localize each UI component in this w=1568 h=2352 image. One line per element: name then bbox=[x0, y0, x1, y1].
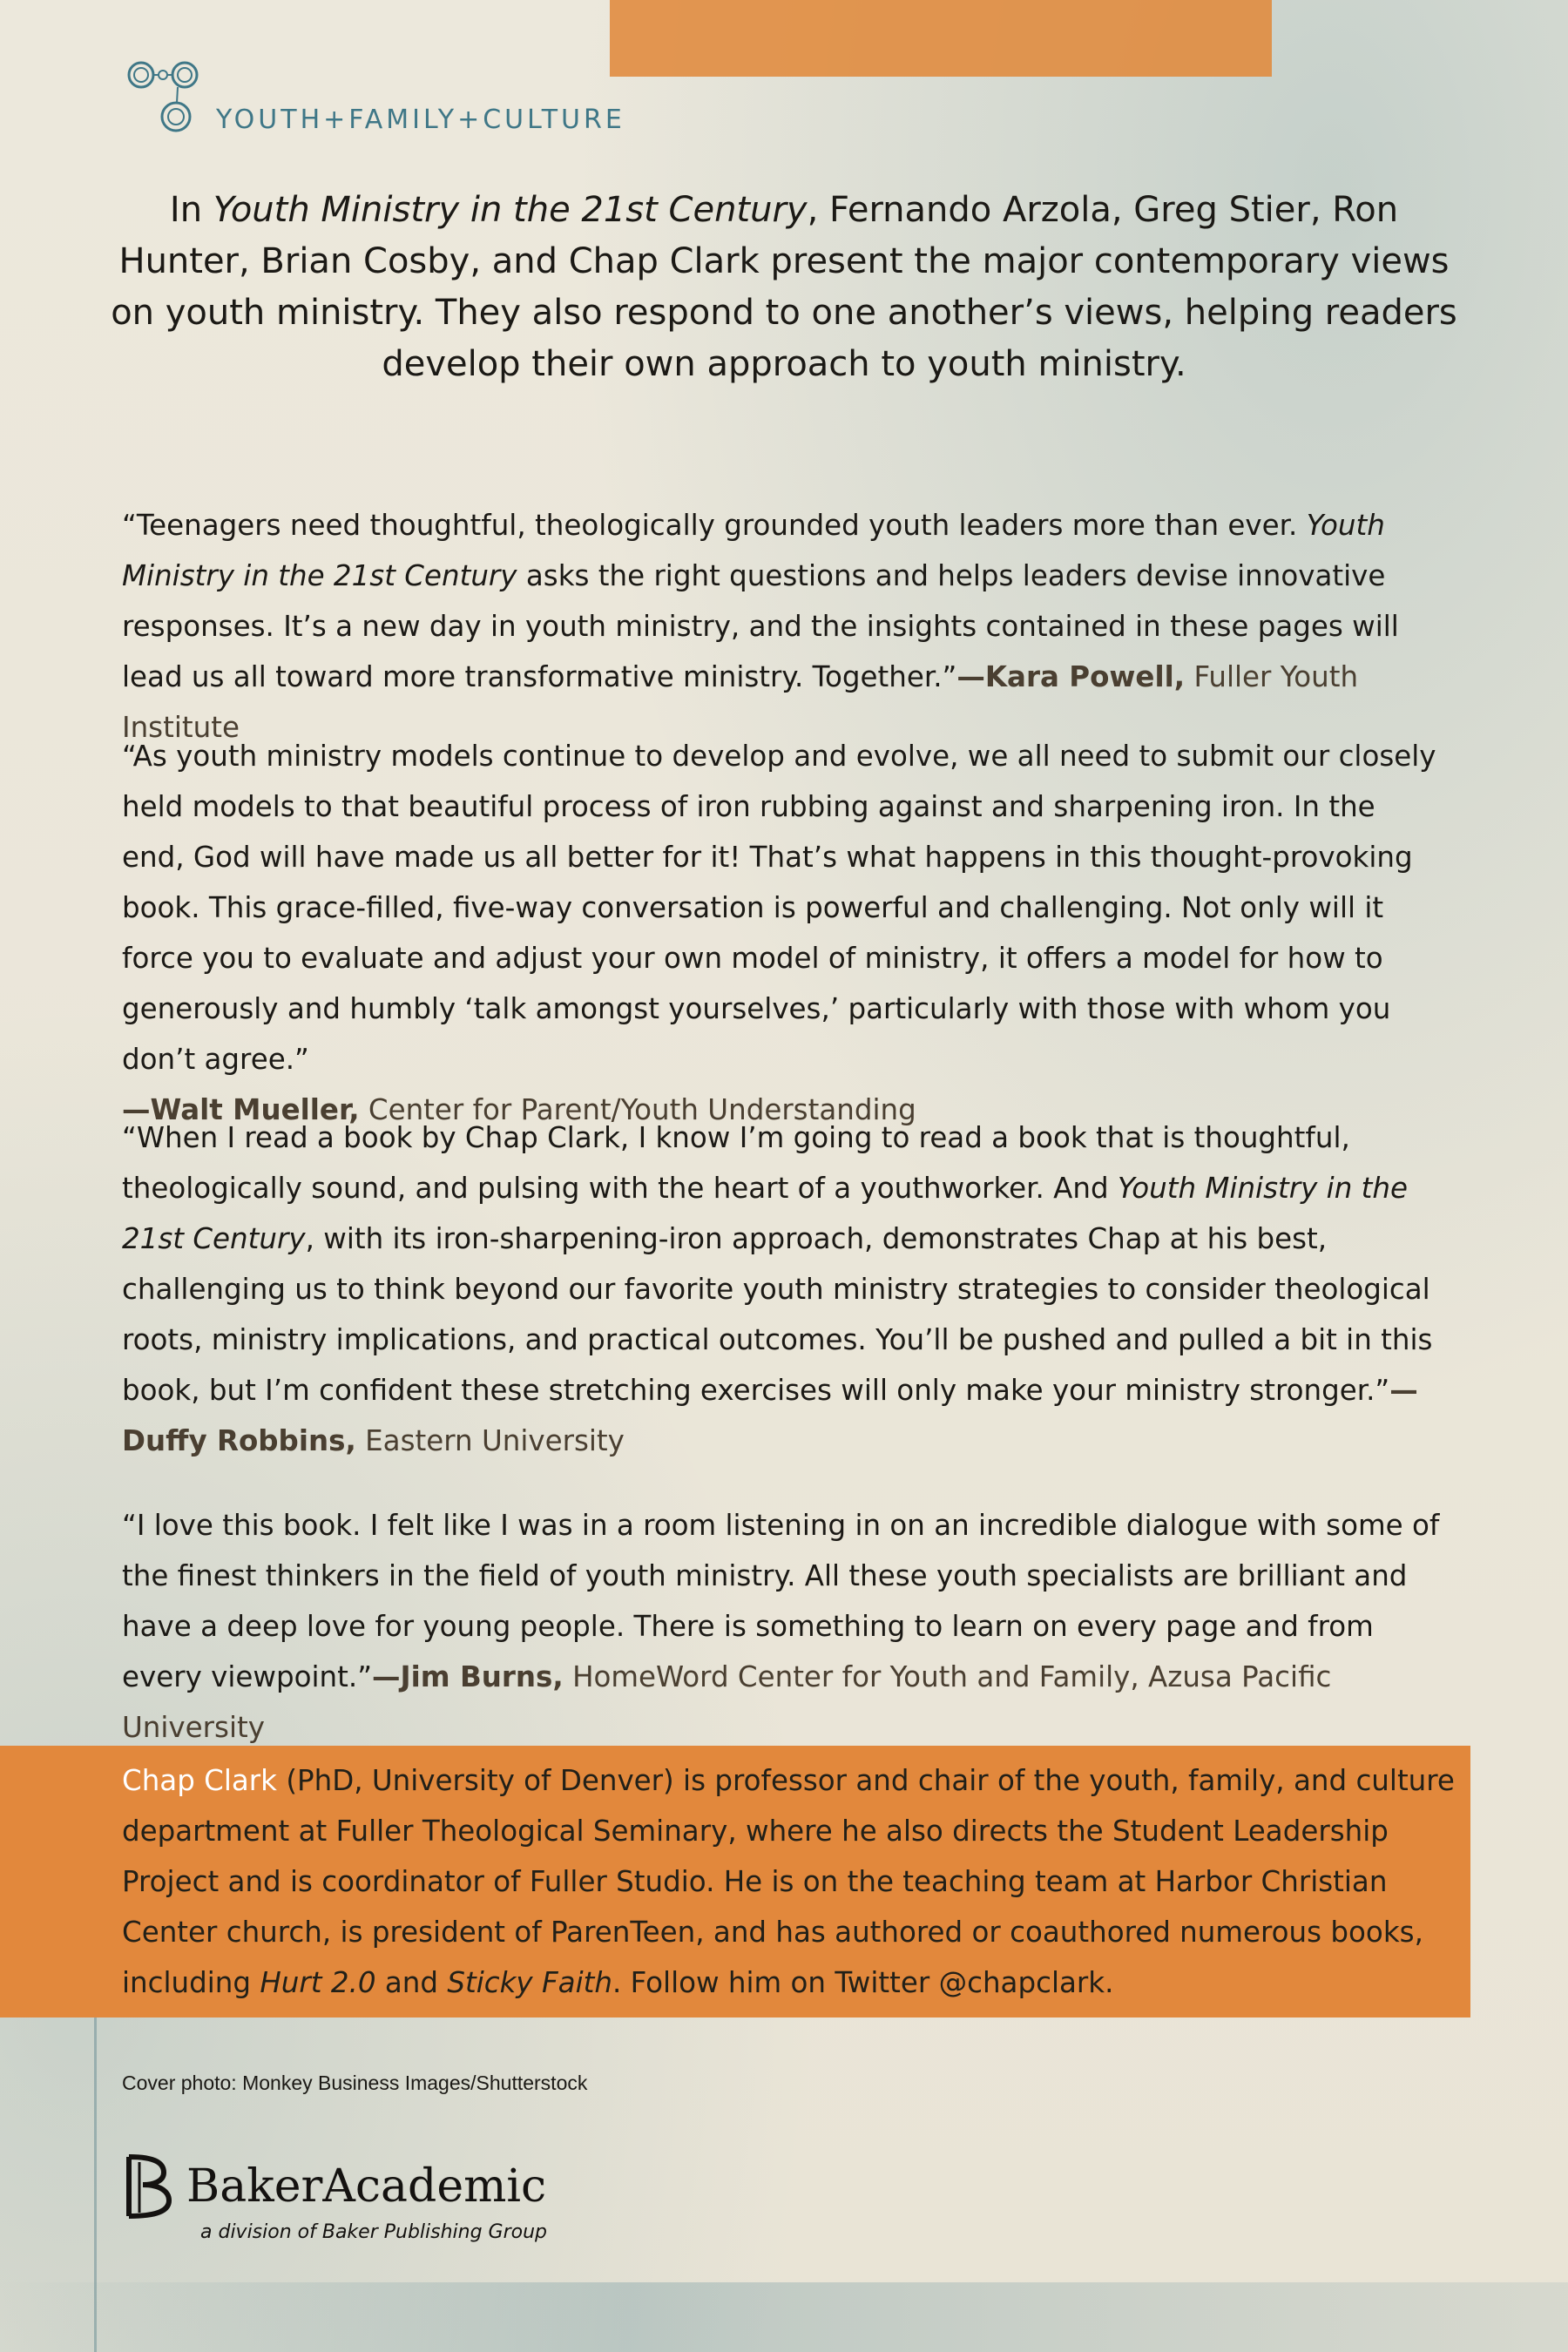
quote-affiliation: Fuller Youth Institute bbox=[122, 660, 1359, 744]
author-bio bbox=[122, 1755, 1455, 2008]
endorsement-quote-3 bbox=[122, 1112, 1446, 1466]
bio-text: . Follow him on Twitter @chapclark. bbox=[612, 1966, 1114, 1999]
quote-author: —Walt Mueller, bbox=[122, 1093, 360, 1126]
quote-text: “Teenagers need thoughtful, theologically grounded youth leaders more than ever. bbox=[122, 509, 1307, 542]
bio-text: (PhD, University of Denver) is professor and chair of the youth, family, and culture department at Fuller Theological Seminary, where he also directs the Student Leadership Project and is coordinator of Fuller Studio. He is on the teaching team at Harbor Christian Center church, is president of ParenTeen, and has authored or coauthored numerous books, including bbox=[122, 1764, 1455, 1999]
publisher-name: BakerAcademic bbox=[186, 2160, 547, 2213]
baker-b-logo-icon bbox=[122, 2152, 183, 2221]
quote-author: —Jim Burns, bbox=[372, 1660, 564, 1693]
endorsement-quote-1 bbox=[122, 500, 1446, 753]
quote-text: “When I read a book by Chap Clark, I know I’m going to read a book that is thoughtful, theologically sound, and pulsing with the heart of a youthworker. And bbox=[122, 1121, 1350, 1205]
endorsement-quote-2 bbox=[122, 731, 1446, 1135]
logo-text: YOUTH+FAMILY+CULTURE bbox=[216, 105, 625, 135]
intro-prefix: In bbox=[169, 190, 213, 230]
bio-book-title: Sticky Faith bbox=[447, 1966, 612, 1999]
publisher-subtitle: a division of Baker Publishing Group bbox=[200, 2221, 548, 2243]
quote-book-title: Youth Ministry in the 21st Century bbox=[122, 509, 1385, 592]
bio-text: and bbox=[375, 1966, 448, 1999]
quote-affiliation: Eastern University bbox=[355, 1424, 625, 1457]
bottom-texture-band bbox=[0, 2282, 1568, 2352]
quote-text: “I love this book. I felt like I was in a room listening in on an incredible dialogue with some of the finest thinkers in the field of youth ministry. All these youth specialists are brilliant and have a deep love for young people. There is something to learn on every page and from every viewpoint.” bbox=[122, 1509, 1440, 1693]
intro-book-title: Youth Ministry in the 21st Century bbox=[213, 190, 808, 230]
quote-author: —Kara Powell, bbox=[956, 660, 1186, 693]
youth-family-culture-logo bbox=[122, 51, 645, 138]
endorsement-quote-4 bbox=[122, 1500, 1446, 1753]
publisher-logo bbox=[122, 2152, 610, 2265]
quote-affiliation: HomeWord Center for Youth and Family, Azusa Pacific University bbox=[122, 1660, 1332, 1744]
quote-affiliation: Center for Parent/Youth Understanding bbox=[359, 1093, 916, 1126]
intro-paragraph bbox=[105, 185, 1463, 390]
top-orange-strip bbox=[610, 0, 1272, 77]
cover-photo-credit: Cover photo: Monkey Business Images/Shutterstock bbox=[122, 2072, 588, 2094]
bio-book-title: Hurt 2.0 bbox=[260, 1966, 376, 1999]
bio-author-name: Chap Clark bbox=[122, 1764, 277, 1797]
quote-text: “As youth ministry models continue to develop and evolve, we all need to submit our closely held models to that beautiful process of iron rubbing against and sharpening iron. In the end, God will have made us all better for it! That’s what happens in this thought-provoking book. This grace-filled, five-way conversation is powerful and challenging. Not only will it force you to evaluate and adjust your own model of ministry, it offers a model for how to generously and humbly ‘talk amongst yourselves,’ particularly with those with whom you don’t agree.” bbox=[122, 740, 1436, 1076]
quote-book-title: Youth Ministry in the 21st Century bbox=[122, 1172, 1408, 1255]
quote-text: , with its iron-sharpening-iron approach, demonstrates Chap at his best, challenging us to think beyond our favorite youth ministry strategies to consider theological roots, ministry implications, and practical outcomes. You’ll be pushed and pulled a bit in this book, but I’m confident these stretching exercises will only make your ministry stronger.” bbox=[122, 1222, 1433, 1407]
intro-text: , Fernando Arzola, Greg Stier, Ron Hunter, Brian Cosby, and Chap Clark present the major contemporary views on youth ministry. They also respond to one another’s views, helping readers develop their own approach to youth ministry. bbox=[111, 190, 1457, 384]
quote-author: —Duffy Robbins, bbox=[122, 1374, 1418, 1457]
quote-text: asks the right questions and helps leaders devise innovative responses. It’s a new day in youth ministry, and the insights contained in these pages will lead us all toward more transformative ministry. Together.” bbox=[122, 559, 1399, 693]
